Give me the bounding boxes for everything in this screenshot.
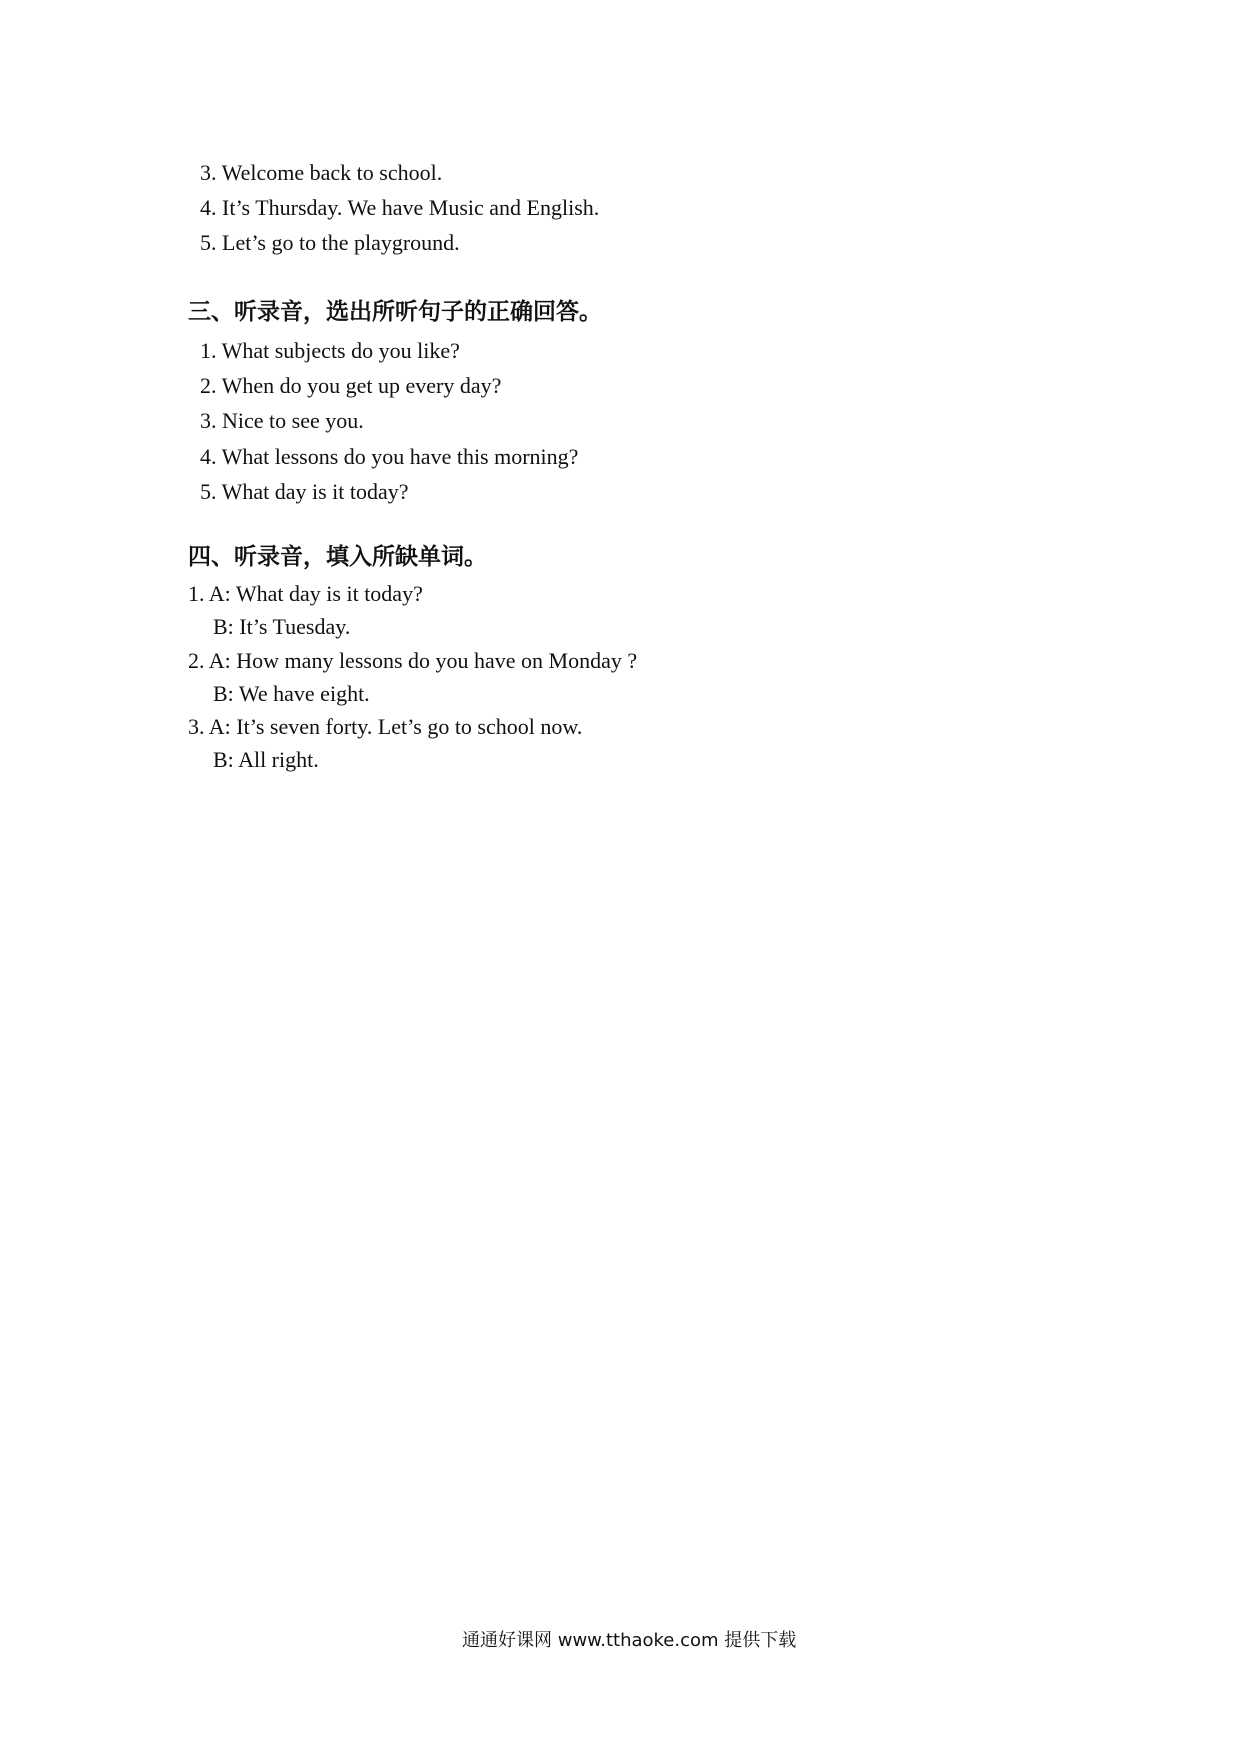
dialogue-line: 1. A: What day is it today?: [188, 581, 423, 606]
dialogue-line: 2. A: How many lessons do you have on Monday ?: [188, 648, 638, 673]
dialogue-line: 3. A: It’s seven forty. Let’s go to school now.: [188, 714, 583, 739]
list-item: 3. Nice to see you.: [200, 408, 364, 433]
list-item: 5. Let’s go to the playground.: [200, 230, 460, 255]
list-item: 3. Welcome back to school.: [200, 160, 443, 185]
list-item: 4. What lessons do you have this morning?: [200, 444, 579, 469]
section-4-heading: 四、听录音，填入所缺单词。: [188, 544, 487, 570]
dialogue-line: B: We have eight.: [213, 681, 370, 706]
page-footer: 通通好课网 www.tthaoke.com 提供下载: [462, 1630, 797, 1651]
dialogue-line: B: All right.: [213, 747, 319, 772]
list-item: 4. It’s Thursday. We have Music and English.: [200, 195, 600, 220]
section-3-heading: 三、听录音，选出所听句子的正确回答。: [188, 299, 602, 325]
list-item: 1. What subjects do you like?: [200, 338, 460, 363]
dialogue-line: B: It’s Tuesday.: [213, 614, 351, 639]
list-item: 2. When do you get up every day?: [200, 373, 502, 398]
list-item: 5. What day is it today?: [200, 479, 409, 504]
